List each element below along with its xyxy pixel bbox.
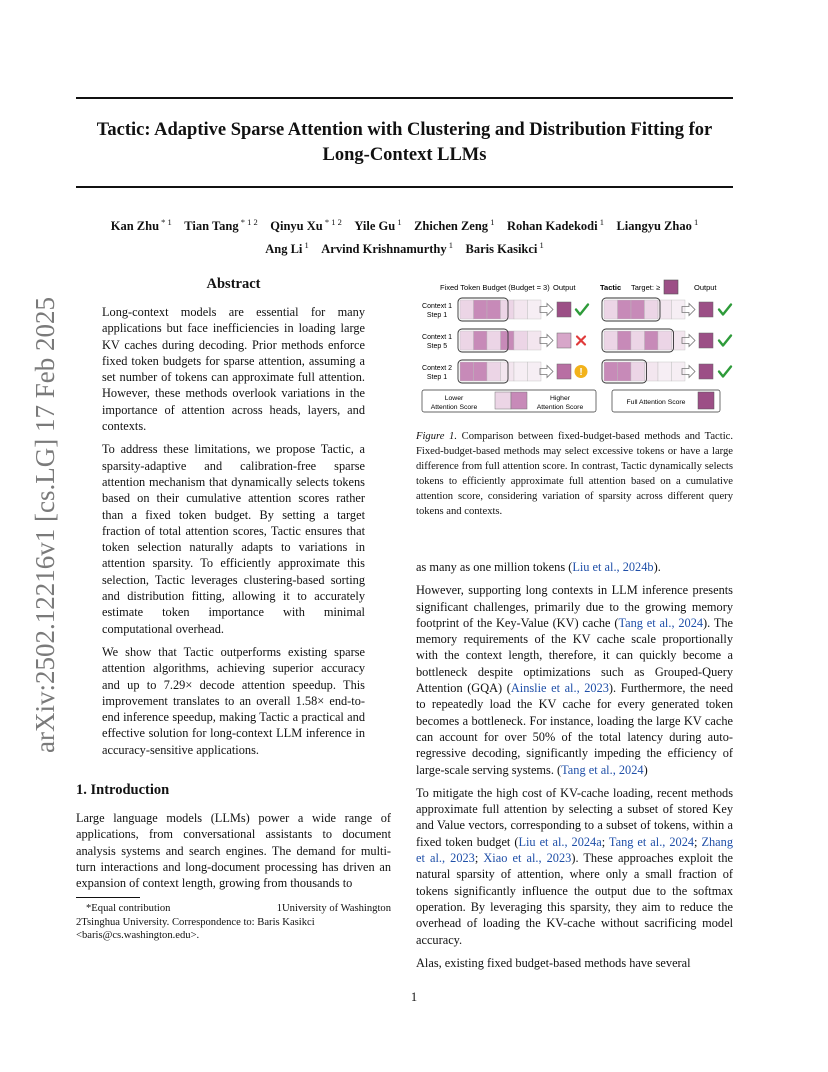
row-label-context: Context 1 (422, 334, 452, 341)
token-cell (672, 300, 686, 319)
token-cell (474, 362, 488, 381)
fig-target-swatch (664, 280, 678, 294)
top-rule (76, 97, 733, 99)
author-name: Zhichen Zeng $^1$ (414, 217, 495, 234)
token-cell (631, 300, 645, 319)
token-cell (631, 331, 645, 350)
arxiv-identifier: arXiv:2502.12216v1 [cs.LG] 17 Feb 2025 (30, 297, 60, 753)
introduction-body (76, 810, 391, 898)
cross-icon (577, 337, 585, 345)
title-line-1: Tactic: Adaptive Sparse Attention with Clustering and Distribution Fitting for (96, 120, 713, 140)
paper-title (76, 118, 733, 168)
author-affiliation-mark: 1 (446, 240, 454, 251)
token-cell (474, 331, 488, 350)
citation-link[interactable]: Liu et al., 2024a (518, 834, 602, 849)
author-name: Qinyu Xu $^{* 1 2}$ (270, 217, 342, 234)
row-label-context: Context 2 (422, 365, 452, 372)
author-name: Arvind Krishnamurthy $^1$ (321, 240, 454, 257)
token-cell (514, 300, 528, 319)
fig-label-tactic: Tactic (600, 283, 622, 292)
page-number: 1 (410, 990, 418, 1004)
token-cell (604, 331, 618, 350)
legend-swatch-light (495, 392, 511, 409)
token-cell (645, 331, 659, 350)
title-bottom-rule (76, 186, 733, 188)
legend-higher-1: Higher (549, 395, 571, 402)
abstract-heading: Abstract (206, 276, 261, 292)
token-cell (604, 300, 618, 319)
author-affiliation-mark: 1 (691, 217, 699, 227)
caption-label: Figure 1. (416, 431, 458, 442)
arrow-icon (540, 304, 553, 316)
output-swatch (699, 333, 713, 348)
token-cell (658, 362, 672, 381)
output-swatch (557, 333, 571, 348)
footnote-email: <baris@cs.washington.edu>. (76, 930, 200, 941)
row-label-step: Step 1 (426, 374, 448, 381)
author-name: Liangyu Zhao $^1$ (616, 217, 699, 234)
right-paragraph-1: However, supporting long contexts in LLM inference presents significant challenges, primarily due to the growing memory footprint of the Key-Value (KV) cache (Tang et al., 2024). The memory requirements of the KV cache scale proportionally with the context length, therefore, it can quickly become a bottleneck despite optimizations such as Grouped-Query Attention (GQA) (Ainslie et al., 2023). Furthermore, the need to repeatedly load the KV cache for every generated token becomes a bottleneck. For instance, loading the large KV cache can account for over 50% of the total latency during auto-regressive decoding, significantly impeding the efficiency of large-scale serving systems. (Tang et al., 2024) (416, 583, 734, 777)
token-cell (501, 300, 515, 319)
author-row-2 (76, 236, 733, 259)
author-row-1 (76, 213, 733, 236)
legend-swatch-mid (511, 392, 527, 409)
output-swatch (699, 302, 713, 317)
token-cell (501, 362, 515, 381)
figure-row (422, 329, 731, 352)
output-swatch (557, 302, 571, 317)
row-label-step: Step 5 (426, 343, 448, 350)
caption-text: Comparison between fixed-budget-based methods and Tactic. Fixed-budget-based methods may select excessive tokens or have a large difference from full attention score. In contrast, Tactic dynamically selects tokens to efficiently approximate full attention based on a cumulative attention score, considering variation of sparsity across different query tokens and contexts. (416, 431, 733, 517)
fig-label-fixed: Fixed Token Budget (Budget = 3) (440, 283, 550, 292)
author-affiliation-mark: 1 (597, 217, 604, 227)
arrow-icon (540, 366, 553, 378)
citation-link[interactable]: Tang et al., 2024 (608, 834, 695, 849)
author-name: Baris Kasikci $^1$ (465, 240, 544, 257)
abstract-paragraph-3: We show that Tactic outperforms existing sparse attention algorithms, achieving superior accuracy and up to 7.29× decode attention speedup. This improvement translates to an overall 1.58× end-to-end inference speedup, making Tactic a practical and effective solution for long-context LLM inference in accuracy-sensitive applications. (102, 644, 365, 757)
token-cell (501, 331, 515, 350)
legend-lower-1: Lower (444, 395, 464, 402)
token-cell (631, 362, 645, 381)
output-swatch (699, 364, 713, 379)
legend-lower-2: Attention Score (430, 404, 478, 411)
author-name: Rohan Kadekodi $^1$ (506, 217, 604, 234)
row-label-step: Step 1 (426, 312, 448, 319)
figure-1-caption (416, 430, 733, 519)
token-cell (672, 362, 686, 381)
token-cell (618, 300, 632, 319)
token-cell (618, 362, 632, 381)
author-affiliation-mark: 1 (395, 217, 402, 227)
fig-label-output: Output (553, 283, 576, 292)
legend-full-label: Full Attention Score (626, 399, 686, 406)
abstract-paragraph-1: Long-context models are essential for many applications but face inefficiencies in loading large KV caches during decoding. Prior methods enforce fixed token budgets for sparse attention, assuming a set number of tokens can approximate full attention. However, these methods overlook variations in the importance of attention across heads, layers, and contexts. (102, 305, 365, 434)
token-cell (604, 362, 618, 381)
author-name: Kan Zhu $^{* 1}$ (110, 217, 172, 234)
token-cell (658, 331, 672, 350)
author-affiliation-mark: 1 (302, 240, 309, 251)
citation-link[interactable]: Ainslie et al., 2023 (510, 681, 609, 696)
figure-row (422, 298, 731, 321)
output-swatch (557, 364, 571, 379)
token-cell (460, 331, 474, 350)
citation-link[interactable]: Tang et al., 2024 (618, 615, 704, 630)
citation-link[interactable]: Tang et al., 2024 (561, 762, 644, 777)
author-name: Tian Tang $^{* 1 2}$ (184, 217, 258, 234)
token-cell (487, 362, 501, 381)
abstract-body (102, 304, 365, 765)
token-cell (474, 300, 488, 319)
token-cell (528, 331, 542, 350)
author-affiliation-mark: * 1 2 (322, 217, 342, 227)
token-cell (460, 300, 474, 319)
author-affiliation-mark: 1 (537, 240, 544, 251)
intro-paragraph-1: Large language models (LLMs) power a wide range of applications, from conversational assistants to document analysis systems and search engines. The demand for multi-turn interactions and long-document processing has driven an expansion of context length, growing from thousands to (76, 811, 391, 891)
fig-label-output-2: Output (694, 283, 717, 292)
check-icon (719, 367, 731, 377)
check-icon (719, 336, 731, 346)
author-affiliation-mark: * 1 2 (238, 217, 258, 227)
token-cell (487, 300, 501, 319)
figure-row (422, 360, 731, 383)
row-label-context: Context 1 (422, 303, 452, 310)
author-affiliation-mark: 1 (488, 217, 495, 227)
footnote-equal-contribution: *Equal contribution (86, 903, 171, 914)
author-affiliation-mark: * 1 (159, 217, 172, 227)
right-paragraph-2: To mitigate the high cost of KV-cache loading, recent methods approximate full attention by selecting a subset of stored Key and Value vectors, corresponding to a subset of tokens, within a fixed token budget (Liu et al., 2024a; Tang et al., 2024; Zhang et al., 2023; Xiao et al., 2023). These approaches exploit the natural sparsity of attention, where only a small fraction of tokens significantly influence the output due to the softmax operation. By leveraging this sparsity, they aim to reduce the overhead of loading the KV-cache without sacrificing model accuracy. (416, 785, 734, 947)
fig-label-target: Target: ≥ (631, 283, 661, 292)
right-paragraph-0: as many as one million tokens (Liu et al., 2024b). (416, 560, 661, 574)
token-cell (528, 300, 542, 319)
footnote-affiliation-2: 2Tsinghua University. Correspondence to: Baris Kasikci (76, 916, 315, 928)
svg-text:!: ! (579, 367, 583, 378)
footnote-affiliation-1: 1University of Washington (276, 903, 391, 914)
token-cell (528, 362, 542, 381)
legend-full-swatch (698, 392, 714, 409)
token-cell (514, 362, 528, 381)
figure-rows (422, 298, 731, 383)
citation-link[interactable]: Xiao et al., 2023 (483, 851, 572, 866)
token-cell (514, 331, 528, 350)
token-cell (645, 300, 659, 319)
right-column-body (416, 559, 733, 978)
title-line-2: Long-Context LLMs (322, 145, 487, 165)
right-paragraph-3: Alas, existing fixed budget-based methods have several (416, 955, 691, 970)
cite-liu-2024b[interactable]: Liu et al., 2024b (572, 560, 654, 574)
author-name: Yile Gu $^1$ (354, 217, 402, 234)
legend-higher-2: Attention Score (536, 404, 584, 411)
abstract-paragraph-2: To address these limitations, we propose Tactic, a sparsity-adaptive and calibration-free sparse attention mechanism that dynamically selects tokens based on their cumulative attention scores rather than a fixed token budget. By setting a target fraction of total attention scores, Tactic ensures that token selection naturally adapts to variations in attention sparsity. To efficiently approximate this selection, Tactic leverages clustering-based sorting and distribution fitting, allowing it to accurately estimate token importance with minimal computational overhead. (102, 442, 365, 636)
author-list (76, 213, 733, 259)
arrow-icon (540, 335, 553, 347)
token-cell (618, 331, 632, 350)
footnote-rule (76, 897, 140, 898)
footnote (76, 902, 391, 943)
token-cell (460, 362, 474, 381)
check-icon (576, 305, 588, 315)
figure-1 (416, 276, 733, 416)
citation-link[interactable]: Zhang et al., 2023 (416, 834, 734, 866)
check-icon (719, 305, 731, 315)
author-name: Ang Li $^1$ (265, 240, 309, 257)
token-cell (487, 331, 501, 350)
introduction-heading: 1. Introduction (76, 782, 170, 798)
warning-icon (575, 365, 588, 378)
